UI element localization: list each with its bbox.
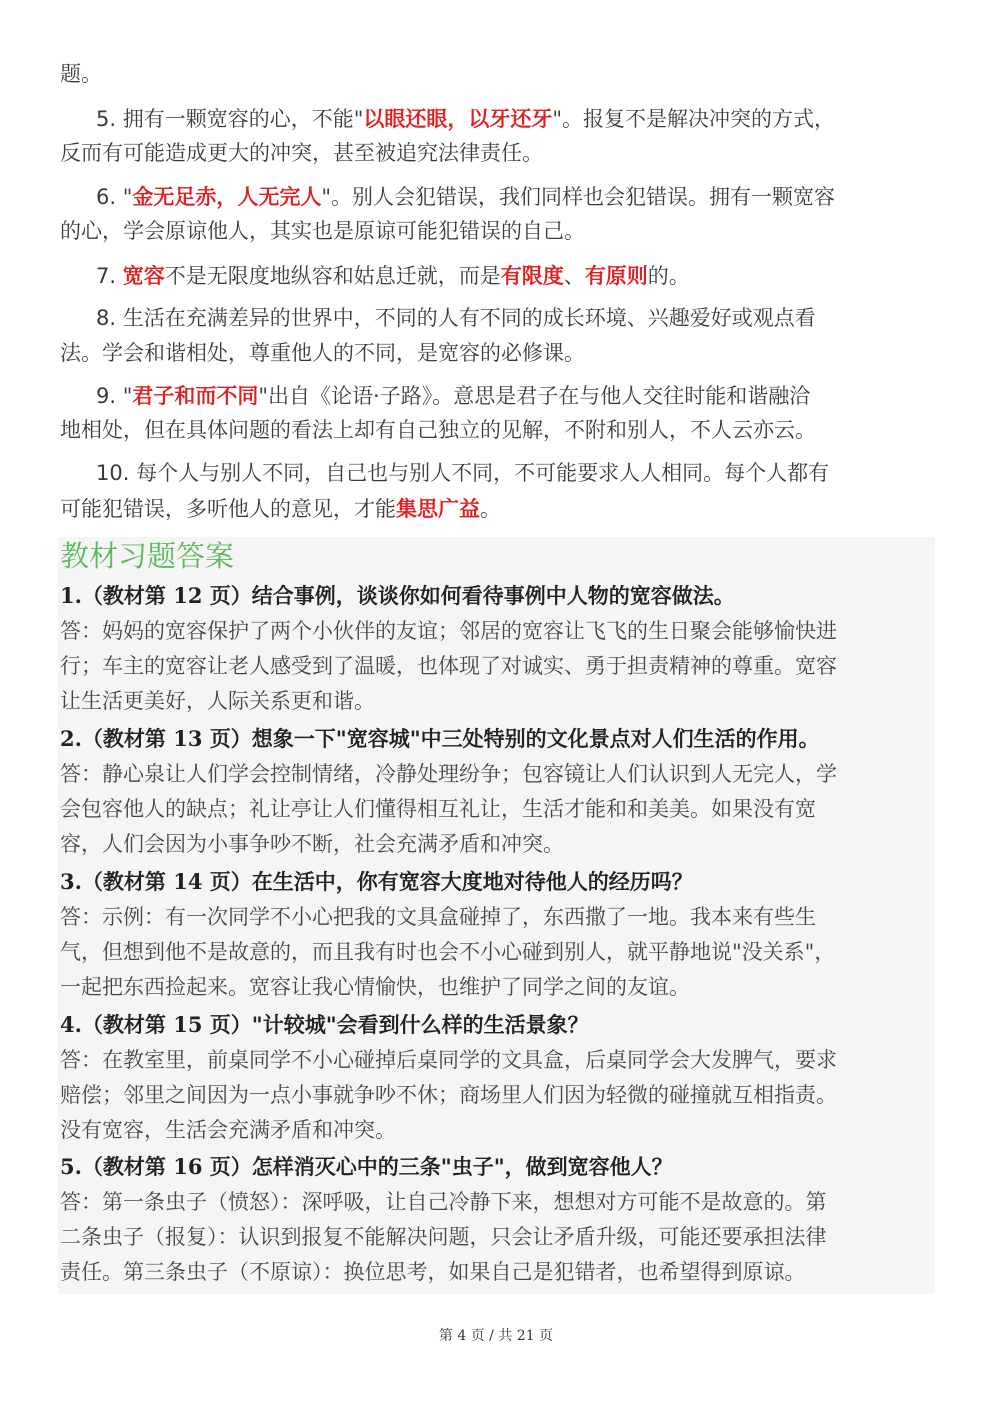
point-number: 6. <box>96 185 123 209</box>
answer-line: 一起把东西捡起来。宽容让我心情愉快，也维护了同学之间的友谊。 <box>60 975 690 999</box>
text-span: 的。 <box>647 264 690 288</box>
highlight-text: 金无足赤，人无完人 <box>132 184 322 209</box>
key-point-9 <box>60 378 930 448</box>
highlight-text: 以眼还眼，以牙还牙 <box>363 106 553 131</box>
text-span: 可能犯错误，多听他人的意见，才能 <box>60 497 396 521</box>
page-footer: 第 4 页 / 共 21 页 <box>438 1328 554 1344</box>
key-point-line <box>60 336 930 371</box>
key-point-line <box>60 101 930 136</box>
highlight-text: 宽容 <box>122 263 165 288</box>
section-title: 教材习题答案 <box>60 539 235 573</box>
answer-line: 赔偿；邻里之间因为一点小事就争吵不休；商场里人们因为轻微的碰撞就互相指责。 <box>60 1083 837 1107</box>
question-3: 3.（教材第 14 页）在生活中，你有宽容大度地对待他人的经历吗？ <box>60 869 693 894</box>
point-number: 10. <box>96 461 137 485</box>
answer-line: 会包容他人的缺点；礼让亭让人们懂得相互礼让，生活才能和和美美。如果没有宽 <box>60 797 816 821</box>
text-span: 不是无限度地纵容和姑息迁就，而是 <box>164 264 501 288</box>
text-span: 每个人与别人不同，自己也与别人不同，不可能要求人人相同。每个人都有 <box>136 461 830 485</box>
key-point-line <box>60 214 930 249</box>
highlight-text: 有原则 <box>584 263 648 288</box>
text-span: 、 <box>563 264 585 288</box>
question-1: 1.（教材第 12 页）结合事例，谈谈你如何看待事例中人物的宽容做法。 <box>60 583 735 608</box>
key-point-line <box>60 301 930 336</box>
text-span: "出自《论语·子路》。意思是君子在与他人交往时能和谐融洽 <box>258 384 811 408</box>
key-point-line <box>60 258 930 293</box>
top-fragment: 题。 <box>60 62 102 86</box>
key-point-line <box>60 136 930 171</box>
answer-line: 答：静心泉让人们学会控制情绪，冷静处理纷争；包容镜让人们认识到人无完人，学 <box>60 762 837 786</box>
key-point-5 <box>60 101 930 171</box>
text-span: 反而有可能造成更大的冲突，甚至被追究法律责任。 <box>60 141 543 165</box>
point-number: 9. <box>96 384 123 408</box>
key-point-6 <box>60 179 930 249</box>
text-span: 地相处，但在具体问题的看法上却有自己独立的见解，不附和别人，不人云亦云。 <box>60 418 816 442</box>
text-span: " <box>122 185 133 209</box>
point-number: 5. <box>96 107 123 131</box>
answer-line: 责任。第三条虫子（不原谅）：换位思考，如果自己是犯错者，也希望得到原谅。 <box>60 1260 806 1284</box>
key-point-line <box>60 179 930 214</box>
text-span: 法。学会和谐相处，尊重他人的不同，是宽容的必修课。 <box>60 341 585 365</box>
question-5: 5.（教材第 16 页）怎样消灭心中的三条"虫子"，做到宽容他人？ <box>60 1154 673 1179</box>
key-point-8 <box>60 301 930 371</box>
answer-line: 容，人们会因为小事争吵不断，社会充满矛盾和冲突。 <box>60 832 564 856</box>
key-point-line <box>60 413 930 448</box>
answer-1 <box>60 614 930 719</box>
text-span: 的心，学会原谅他人，其实也是原谅可能犯错误的自己。 <box>60 219 585 243</box>
point-number: 8. <box>96 306 123 330</box>
answer-line: 答：妈妈的宽容保护了两个小伙伴的友谊；邻居的宽容让飞飞的生日聚会能够愉快进 <box>60 619 837 643</box>
answer-3 <box>60 900 930 1005</box>
answer-2 <box>60 757 930 862</box>
highlight-text: 有限度 <box>500 263 564 288</box>
highlight-text: 君子和而不同 <box>132 383 259 408</box>
answer-5 <box>60 1185 930 1290</box>
key-point-line <box>60 491 930 526</box>
point-number: 7. <box>96 264 123 288</box>
answer-4 <box>60 1043 930 1148</box>
answer-line: 答：在教室里，前桌同学不小心碰掉后桌同学的文具盒，后桌同学会大发脾气，要求 <box>60 1048 837 1072</box>
answer-line: 没有宽容，生活会充满矛盾和冲突。 <box>60 1118 396 1142</box>
answer-line: 气，但想到他不是故意的，而且我有时也会不小心碰到别人，就平静地说"没关系"， <box>60 940 836 964</box>
key-point-line <box>60 456 930 491</box>
text-span: 拥有一颗宽容的心，不能" <box>122 107 364 131</box>
answer-line: 让生活更美好，人际关系更和谐。 <box>60 689 375 713</box>
answer-line: 行；车主的宽容让老人感受到了温暖，也体现了对诚实、勇于担责精神的尊重。宽容 <box>60 654 837 678</box>
question-2: 2.（教材第 13 页）想象一下"宽容城"中三处特别的文化景点对人们生活的作用。 <box>60 726 820 751</box>
text-span: " <box>122 384 133 408</box>
text-span: "。别人会犯错误，我们同样也会犯错误。拥有一颗宽容 <box>321 185 836 209</box>
answer-line: 答：第一条虫子（愤怒）：深呼吸，让自己冷静下来，想想对方可能不是故意的。第 <box>60 1190 827 1214</box>
text-span: 生活在充满差异的世界中，不同的人有不同的成长环境、兴趣爱好或观点看 <box>122 306 816 330</box>
key-point-line <box>60 378 930 413</box>
text-span: "。报复不是解决冲突的方式， <box>552 107 836 131</box>
key-point-7 <box>60 258 930 293</box>
text-span: 。 <box>480 497 501 521</box>
key-point-10 <box>60 456 930 526</box>
answer-line: 答：示例：有一次同学不小心把我的文具盒碰掉了，东西撒了一地。我本来有些生 <box>60 905 816 929</box>
highlight-text: 集思广益 <box>396 496 480 521</box>
answer-line: 二条虫子（报复）：认识到报复不能解决问题，只会让矛盾升级，可能还要承担法律 <box>60 1225 827 1249</box>
question-4: 4.（教材第 15 页）"计较城"会看到什么样的生活景象？ <box>60 1012 589 1037</box>
